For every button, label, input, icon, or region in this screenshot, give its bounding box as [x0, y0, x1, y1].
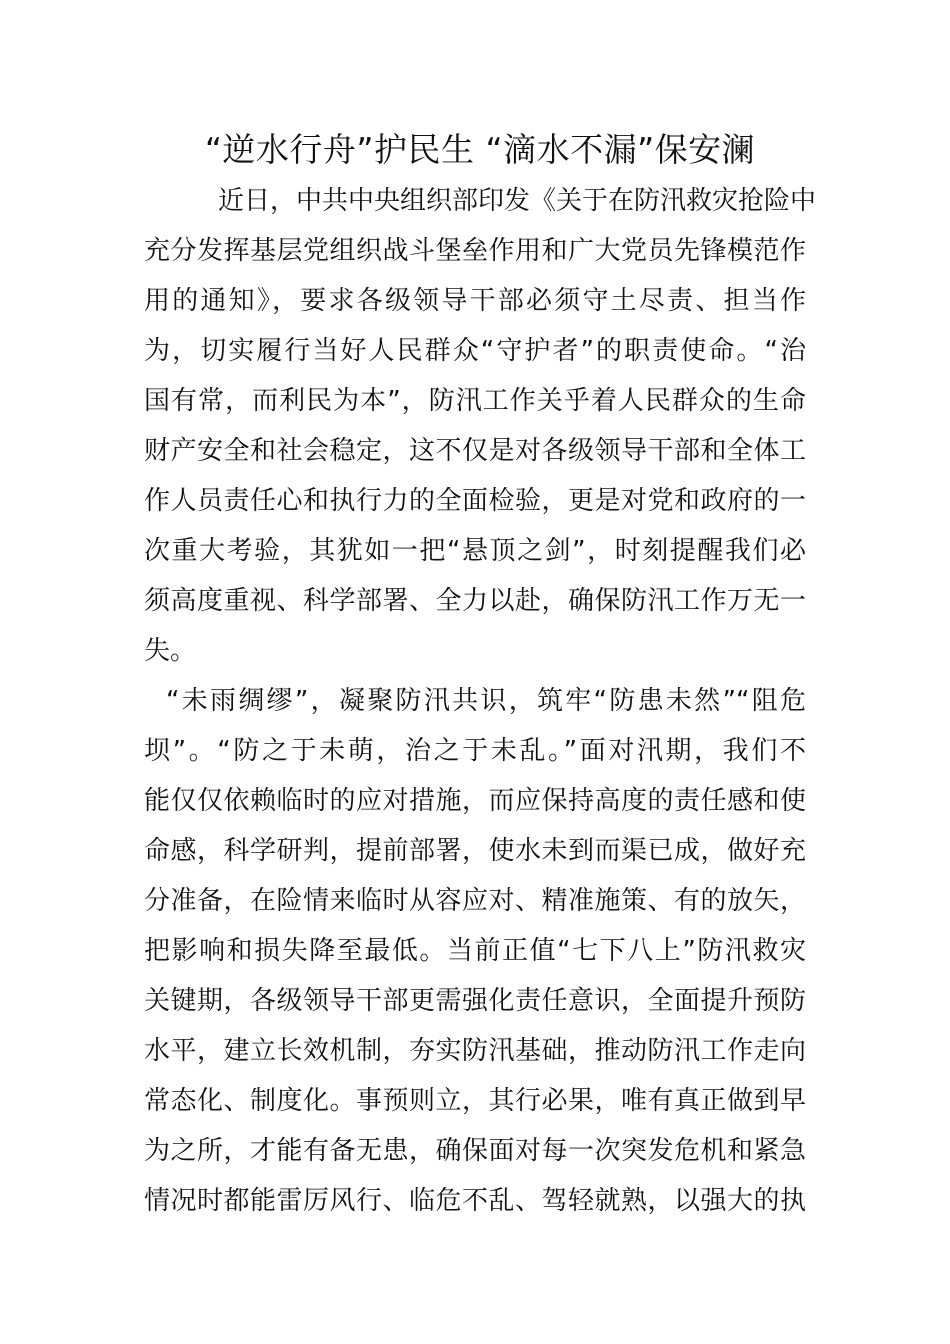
paragraph-line: 能仅仅依赖临时的应对措施，而应保持高度的责任感和使 — [144, 786, 806, 816]
paragraph-line: “未雨绸缪”，凝聚防汛共识，筑牢“防患未然”“阻危 — [166, 686, 806, 716]
paragraph-line: 为之所，才能有备无患，确保面对每一次突发危机和紧急 — [144, 1136, 806, 1166]
paragraph-line: 水平，建立长效机制，夯实防汛基础，推动防汛工作走向 — [144, 1036, 806, 1066]
paragraph-line: 近日，中共中央组织部印发《关于在防汛救灾抢险中 — [218, 186, 817, 216]
paragraph-line: 常态化、制度化。事预则立，其行必果，唯有真正做到早 — [144, 1086, 806, 1116]
paragraph-line: 次重大考验，其犹如一把“悬顶之剑”，时刻提醒我们必 — [144, 536, 806, 566]
paragraph-line: 分准备，在险情来临时从容应对、精准施策、有的放矢， — [144, 886, 806, 916]
paragraph-line: 把影响和损失降至最低。当前正值“七下八上”防汛救灾 — [144, 936, 806, 966]
paragraph-1 — [144, 176, 817, 676]
paragraph-line: 坝”。“防之于未萌，治之于未乱。”面对汛期，我们不 — [144, 736, 806, 766]
document-body — [144, 176, 817, 1226]
paragraph-line: 充分发挥基层党组织战斗堡垒作用和广大党员先锋模范作 — [144, 236, 806, 266]
paragraph-line: 财产安全和社会稳定，这不仅是对各级领导干部和全体工 — [144, 436, 806, 466]
paragraph-line: 须高度重视、科学部署、全力以赴，确保防汛工作万无一 — [144, 586, 806, 616]
paragraph-line: 国有常，而利民为本”，防汛工作关乎着人民群众的生命 — [144, 386, 806, 416]
document-title: “逆水行舟”护民生 “滴水不漏”保安澜 — [204, 130, 756, 169]
paragraph-line: 命感，科学研判，提前部署，使水未到而渠已成，做好充 — [144, 836, 806, 866]
paragraph-line: 关键期，各级领导干部更需强化责任意识，全面提升预防 — [144, 986, 806, 1016]
paragraph-line: 为，切实履行当好人民群众“守护者”的职责使命。“治 — [144, 336, 806, 366]
paragraph-line: 用的通知》，要求各级领导干部必须守土尽责、担当作 — [144, 286, 806, 316]
paragraph-2 — [144, 676, 806, 1226]
paragraph-line: 失。 — [144, 636, 197, 666]
paragraph-line: 作人员责任心和执行力的全面检验，更是对党和政府的一 — [144, 486, 806, 516]
paragraph-line: 情况时都能雷厉风行、临危不乱、驾轻就熟，以强大的执 — [144, 1186, 806, 1216]
